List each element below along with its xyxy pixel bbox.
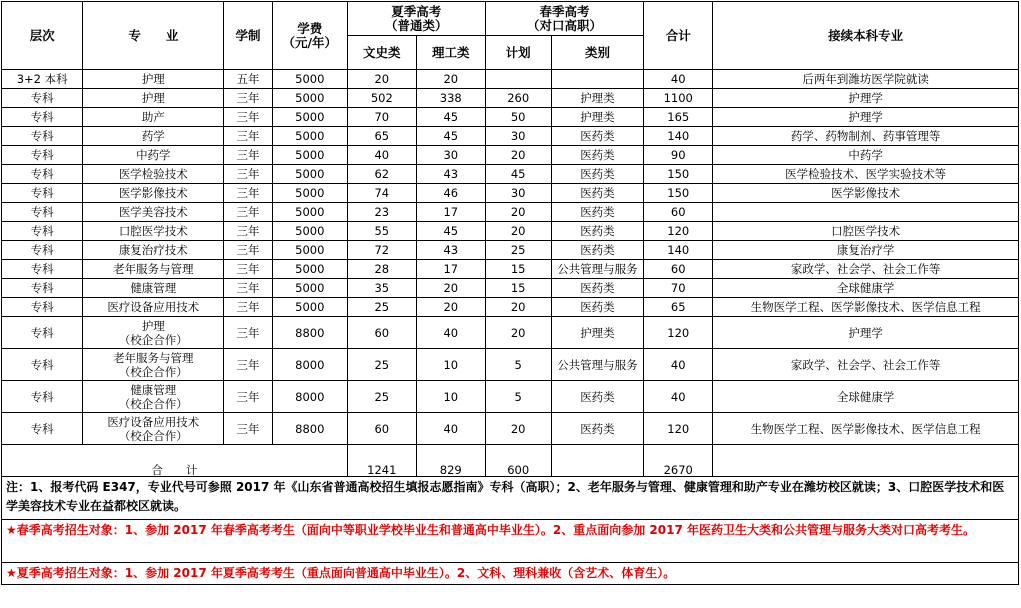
cell-plan: 30 xyxy=(485,127,551,146)
cell-duration: 三年 xyxy=(224,222,272,241)
cell-fee: 8800 xyxy=(272,317,347,349)
cell-fee: 8000 xyxy=(272,349,347,381)
cell-science: 43 xyxy=(416,165,485,184)
header-spring-line1: 春季高考 xyxy=(539,3,590,19)
cell-level: 专科 xyxy=(2,413,83,445)
cell-major: 医疗设备应用技术 xyxy=(83,298,224,317)
cell-level: 专科 xyxy=(2,222,83,241)
cell-level: 专科 xyxy=(2,108,83,127)
cell-duration: 三年 xyxy=(224,146,272,165)
cell-category: 护理类 xyxy=(551,108,644,127)
cell-science: 45 xyxy=(416,127,485,146)
cell-fee: 5000 xyxy=(272,241,347,260)
cell-arts: 72 xyxy=(347,241,416,260)
cell-plan: 15 xyxy=(485,279,551,298)
cell-plan: 20 xyxy=(485,146,551,165)
cell-fee: 5000 xyxy=(272,203,347,222)
totals-row xyxy=(2,445,1019,477)
cell-category: 医药类 xyxy=(551,184,644,203)
cell-arts: 25 xyxy=(347,349,416,381)
table-row xyxy=(2,222,1019,241)
summer-note-row xyxy=(2,563,1019,585)
cell-plan: 25 xyxy=(485,241,551,260)
cell-total: 120 xyxy=(644,222,713,241)
cell-level: 3+2 本科 xyxy=(2,70,83,89)
cell-major: 护理 xyxy=(83,89,224,108)
table-row xyxy=(2,165,1019,184)
cell-continuation: 中药学 xyxy=(713,146,1019,165)
cell-major xyxy=(83,317,224,349)
totals-continuation xyxy=(713,445,1019,477)
cell-fee: 5000 xyxy=(272,89,347,108)
header-fee xyxy=(272,2,347,70)
cell-plan: 260 xyxy=(485,89,551,108)
summer-exam-note: ★夏季高考招生对象：1、参加 2017 年夏季高考考生（重点面向普通高中毕业生）。2、文科、理科兼收（含艺术、体育生）。 xyxy=(2,563,1019,585)
cell-major: 助产 xyxy=(83,108,224,127)
table-row xyxy=(2,70,1019,89)
cell-continuation: 后两年到潍坊医学院就读 xyxy=(713,70,1019,89)
cell-total: 90 xyxy=(644,146,713,165)
cell-major: 中药学 xyxy=(83,146,224,165)
cell-fee: 5000 xyxy=(272,184,347,203)
table-row xyxy=(2,413,1019,445)
admission-note: 注：1、报考代码 E347，专业代号可参照 2017 年《山东省普通高校招生填报志愿指南》专科（高职）；2、老年服务与管理、健康管理和助产专业在潍坊校区就读；3、口腔医学技术和医学美容技术专业在益都校区就读。 xyxy=(2,477,1019,520)
cell-total: 140 xyxy=(644,127,713,146)
cell-plan: 30 xyxy=(485,184,551,203)
cell-total: 65 xyxy=(644,298,713,317)
cell-plan: 20 xyxy=(485,222,551,241)
cell-level: 专科 xyxy=(2,184,83,203)
cell-category: 医药类 xyxy=(551,165,644,184)
cell-total: 165 xyxy=(644,108,713,127)
cell-arts: 70 xyxy=(347,108,416,127)
cell-continuation: 全球健康学 xyxy=(713,381,1019,413)
header-spring-exam xyxy=(485,2,644,36)
cell-major xyxy=(83,413,224,445)
enrollment-plan-document xyxy=(1,1,1019,585)
cell-fee: 5000 xyxy=(272,108,347,127)
enrollment-plan-table xyxy=(1,1,1019,585)
cell-category: 医药类 xyxy=(551,146,644,165)
cell-arts: 55 xyxy=(347,222,416,241)
cell-major-line1: 老年服务与管理 xyxy=(113,350,194,365)
cell-science: 20 xyxy=(416,279,485,298)
cell-major xyxy=(83,381,224,413)
header-summer-exam xyxy=(347,2,485,36)
cell-plan: 15 xyxy=(485,260,551,279)
cell-fee: 5000 xyxy=(272,127,347,146)
totals-science: 829 xyxy=(416,445,485,477)
cell-level: 专科 xyxy=(2,165,83,184)
header-summer-line2: （普通类） xyxy=(385,17,448,33)
cell-duration: 三年 xyxy=(224,89,272,108)
cell-level: 专科 xyxy=(2,349,83,381)
header-category: 类别 xyxy=(551,36,644,70)
cell-duration: 三年 xyxy=(224,184,272,203)
header-continuation: 接续本科专业 xyxy=(713,2,1019,70)
cell-major xyxy=(83,349,224,381)
cell-arts: 40 xyxy=(347,146,416,165)
cell-total: 70 xyxy=(644,279,713,298)
cell-plan: 20 xyxy=(485,203,551,222)
table-row xyxy=(2,298,1019,317)
cell-level: 专科 xyxy=(2,260,83,279)
cell-major: 医学美容技术 xyxy=(83,203,224,222)
table-row xyxy=(2,241,1019,260)
cell-level: 专科 xyxy=(2,203,83,222)
cell-major-line1: 医疗设备应用技术 xyxy=(107,414,200,429)
cell-science: 45 xyxy=(416,222,485,241)
table-row xyxy=(2,381,1019,413)
cell-total: 40 xyxy=(644,70,713,89)
cell-arts: 20 xyxy=(347,70,416,89)
cell-duration: 三年 xyxy=(224,127,272,146)
header-plan: 计划 xyxy=(485,36,551,70)
cell-science: 10 xyxy=(416,349,485,381)
cell-science: 10 xyxy=(416,381,485,413)
cell-arts: 60 xyxy=(347,413,416,445)
cell-continuation xyxy=(713,203,1019,222)
cell-arts: 502 xyxy=(347,89,416,108)
cell-level: 专科 xyxy=(2,89,83,108)
cell-category: 医药类 xyxy=(551,298,644,317)
cell-arts: 25 xyxy=(347,381,416,413)
spring-note-row xyxy=(2,520,1019,563)
header-summer-line1: 夏季高考 xyxy=(391,3,442,19)
cell-level: 专科 xyxy=(2,241,83,260)
cell-science: 17 xyxy=(416,260,485,279)
cell-continuation: 医学影像技术 xyxy=(713,184,1019,203)
cell-duration: 三年 xyxy=(224,203,272,222)
cell-science: 40 xyxy=(416,317,485,349)
cell-major-line2: （校企合作） xyxy=(118,396,188,411)
cell-major: 老年服务与管理 xyxy=(83,260,224,279)
table-row xyxy=(2,203,1019,222)
cell-arts: 25 xyxy=(347,298,416,317)
cell-category: 护理类 xyxy=(551,89,644,108)
cell-plan: 5 xyxy=(485,349,551,381)
cell-arts: 62 xyxy=(347,165,416,184)
cell-arts: 35 xyxy=(347,279,416,298)
cell-duration: 三年 xyxy=(224,349,272,381)
cell-science: 338 xyxy=(416,89,485,108)
cell-duration: 三年 xyxy=(224,279,272,298)
cell-major: 康复治疗技术 xyxy=(83,241,224,260)
table-row xyxy=(2,184,1019,203)
cell-major-line1: 护理 xyxy=(141,318,165,333)
cell-duration: 三年 xyxy=(224,165,272,184)
cell-category: 公共管理与服务 xyxy=(551,260,644,279)
cell-continuation: 护理学 xyxy=(713,108,1019,127)
cell-fee: 5000 xyxy=(272,260,347,279)
cell-plan: 5 xyxy=(485,381,551,413)
totals-category xyxy=(551,445,644,477)
cell-major: 口腔医学技术 xyxy=(83,222,224,241)
cell-fee: 5000 xyxy=(272,279,347,298)
cell-level: 专科 xyxy=(2,381,83,413)
cell-level: 专科 xyxy=(2,298,83,317)
table-row xyxy=(2,317,1019,349)
cell-plan xyxy=(485,70,551,89)
cell-category: 医药类 xyxy=(551,413,644,445)
cell-continuation: 生物医学工程、医学影像技术、医学信息工程 xyxy=(713,413,1019,445)
table-row xyxy=(2,146,1019,165)
cell-continuation: 康复治疗学 xyxy=(713,241,1019,260)
cell-total: 120 xyxy=(644,317,713,349)
cell-plan: 20 xyxy=(485,298,551,317)
cell-total: 150 xyxy=(644,184,713,203)
cell-continuation: 全球健康学 xyxy=(713,279,1019,298)
cell-arts: 60 xyxy=(347,317,416,349)
cell-plan: 20 xyxy=(485,413,551,445)
cell-science: 17 xyxy=(416,203,485,222)
cell-total: 140 xyxy=(644,241,713,260)
cell-science: 46 xyxy=(416,184,485,203)
table-row xyxy=(2,260,1019,279)
header-fee-line2: （元/年） xyxy=(282,34,338,50)
cell-continuation: 家政学、社会学、社会工作等 xyxy=(713,260,1019,279)
cell-duration: 三年 xyxy=(224,108,272,127)
cell-major-line2: （校企合作） xyxy=(118,428,188,443)
cell-fee: 5000 xyxy=(272,165,347,184)
cell-total: 60 xyxy=(644,203,713,222)
cell-continuation: 药学、药物制剂、药事管理等 xyxy=(713,127,1019,146)
totals-total: 2670 xyxy=(644,445,713,477)
cell-total: 120 xyxy=(644,413,713,445)
cell-science: 20 xyxy=(416,298,485,317)
cell-major-line2: （校企合作） xyxy=(118,364,188,379)
cell-total: 1100 xyxy=(644,89,713,108)
cell-fee: 5000 xyxy=(272,70,347,89)
cell-arts: 74 xyxy=(347,184,416,203)
cell-category: 公共管理与服务 xyxy=(551,349,644,381)
header-level: 层次 xyxy=(2,2,83,70)
header-major: 专 业 xyxy=(83,2,224,70)
cell-duration: 三年 xyxy=(224,298,272,317)
cell-total: 60 xyxy=(644,260,713,279)
cell-major: 护理 xyxy=(83,70,224,89)
cell-level: 专科 xyxy=(2,279,83,298)
cell-category: 医药类 xyxy=(551,222,644,241)
cell-fee: 8000 xyxy=(272,381,347,413)
note-row xyxy=(2,477,1019,520)
table-row xyxy=(2,279,1019,298)
cell-total: 40 xyxy=(644,349,713,381)
totals-plan: 600 xyxy=(485,445,551,477)
cell-science: 30 xyxy=(416,146,485,165)
header-total: 合计 xyxy=(644,2,713,70)
table-row xyxy=(2,349,1019,381)
cell-category: 医药类 xyxy=(551,203,644,222)
cell-major: 医学影像技术 xyxy=(83,184,224,203)
cell-continuation: 护理学 xyxy=(713,89,1019,108)
cell-fee: 5000 xyxy=(272,222,347,241)
cell-duration: 三年 xyxy=(224,317,272,349)
header-spring-line2: （对口高职） xyxy=(527,17,603,33)
cell-category xyxy=(551,70,644,89)
cell-arts: 28 xyxy=(347,260,416,279)
cell-total: 150 xyxy=(644,165,713,184)
table-row xyxy=(2,108,1019,127)
cell-arts: 23 xyxy=(347,203,416,222)
header-duration: 学制 xyxy=(224,2,272,70)
cell-category: 医药类 xyxy=(551,279,644,298)
totals-label: 合 计 xyxy=(2,445,348,477)
table-row xyxy=(2,127,1019,146)
cell-plan: 50 xyxy=(485,108,551,127)
cell-fee: 5000 xyxy=(272,298,347,317)
cell-continuation: 家政学、社会学、社会工作等 xyxy=(713,349,1019,381)
cell-category: 医药类 xyxy=(551,381,644,413)
cell-continuation: 医学检验技术、医学实验技术等 xyxy=(713,165,1019,184)
cell-continuation: 口腔医学技术 xyxy=(713,222,1019,241)
cell-category: 医药类 xyxy=(551,127,644,146)
cell-duration: 三年 xyxy=(224,413,272,445)
cell-major-line1: 健康管理 xyxy=(130,382,177,397)
totals-arts: 1241 xyxy=(347,445,416,477)
header-science: 理工类 xyxy=(416,36,485,70)
cell-category: 护理类 xyxy=(551,317,644,349)
cell-science: 43 xyxy=(416,241,485,260)
cell-major: 药学 xyxy=(83,127,224,146)
table-row xyxy=(2,89,1019,108)
cell-total: 40 xyxy=(644,381,713,413)
cell-science: 45 xyxy=(416,108,485,127)
cell-level: 专科 xyxy=(2,127,83,146)
cell-fee: 5000 xyxy=(272,146,347,165)
cell-plan: 45 xyxy=(485,165,551,184)
cell-science: 20 xyxy=(416,70,485,89)
cell-category: 医药类 xyxy=(551,241,644,260)
cell-major: 医学检验技术 xyxy=(83,165,224,184)
cell-arts: 65 xyxy=(347,127,416,146)
header-arts: 文史类 xyxy=(347,36,416,70)
cell-duration: 五年 xyxy=(224,70,272,89)
spring-exam-note: ★春季高考招生对象：1、参加 2017 年春季高考考生（面向中等职业学校毕业生和普通高中毕业生）。2、重点面向参加 2017 年医药卫生大类和公共管理与服务大类对口高考考生。 xyxy=(2,520,1019,563)
cell-fee: 8800 xyxy=(272,413,347,445)
cell-science: 40 xyxy=(416,413,485,445)
cell-duration: 三年 xyxy=(224,241,272,260)
cell-major-line2: （校企合作） xyxy=(118,332,188,347)
cell-duration: 三年 xyxy=(224,381,272,413)
cell-level: 专科 xyxy=(2,146,83,165)
cell-continuation: 生物医学工程、医学影像技术、医学信息工程 xyxy=(713,298,1019,317)
cell-major: 健康管理 xyxy=(83,279,224,298)
cell-continuation: 护理学 xyxy=(713,317,1019,349)
cell-plan: 20 xyxy=(485,317,551,349)
cell-level: 专科 xyxy=(2,317,83,349)
cell-duration: 三年 xyxy=(224,260,272,279)
header-fee-line1: 学费 xyxy=(297,20,323,36)
